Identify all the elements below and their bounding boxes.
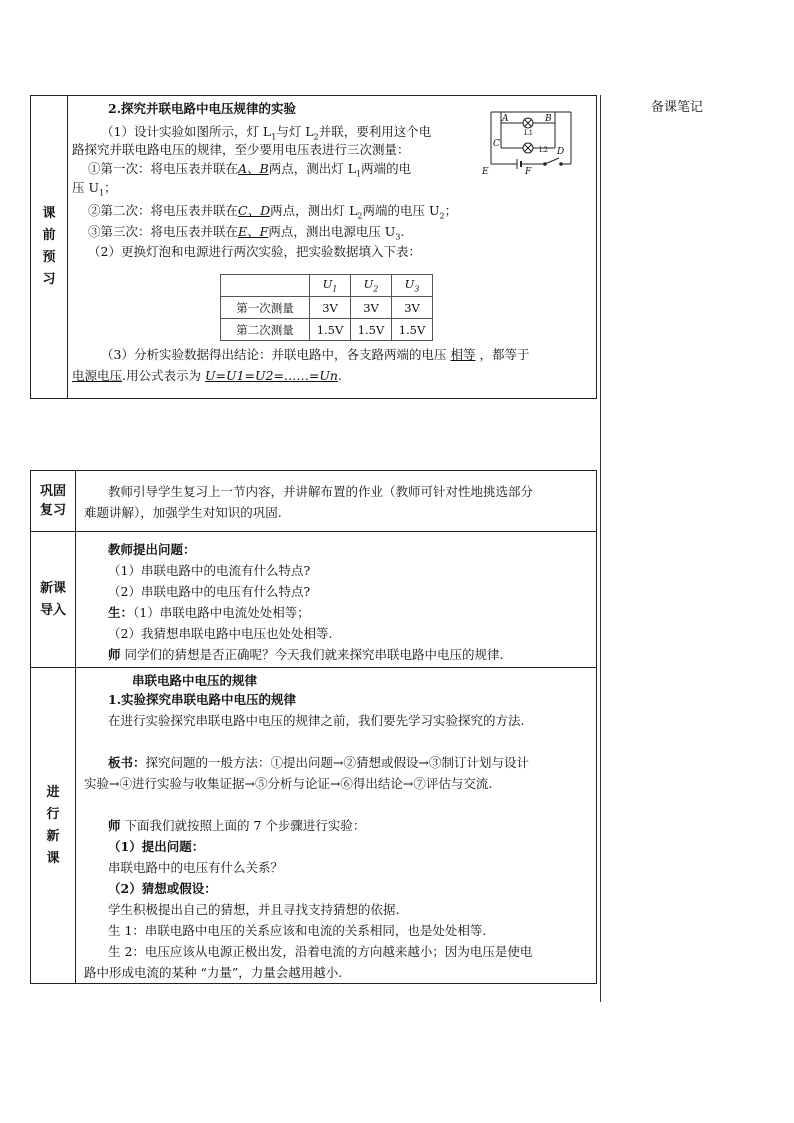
preview-step1a: ①第一次：将电压表并联在A、B两点，测出灯 $L_1$两端的电 xyxy=(88,161,412,179)
measurement-table xyxy=(220,274,433,341)
preview-p3a: （3）分析实验数据得出结论：并联电路中，各支路两端的电压 相等 ，都等于 xyxy=(101,347,530,362)
table-row: 第一次测量 3V 3V 3V xyxy=(221,297,433,319)
intro-q2: （2）串联电路中的电压有什么特点? xyxy=(108,584,311,599)
preview-label: 课 前 预 习 xyxy=(31,96,68,398)
review-line2: 难题讲解），加强学生对知识的巩固. xyxy=(84,505,282,520)
circuit-label-l2: L2 xyxy=(539,146,549,154)
intro-q1: （1）串联电路中的电流有什么特点? xyxy=(108,563,311,578)
newlesson-row xyxy=(31,668,596,983)
lesson-table xyxy=(30,470,597,984)
circuit-label-b: B xyxy=(545,114,552,124)
circuit-label-e: E xyxy=(482,167,489,176)
header-u1: $U_1$ xyxy=(310,275,351,297)
preview-p3b: 电源电压.用公式表示为 U=U1=U2=……=Un. xyxy=(72,368,342,383)
header-u3: $U_3$ xyxy=(392,275,433,297)
preview-p1a: （1）设计实验如图所示，灯 $L_1$与灯 $L_2$并联，要利用这个电 xyxy=(101,124,432,142)
newlesson-heading: 串联电路中电压的规律 xyxy=(132,673,258,688)
circuit-label-d: D xyxy=(557,147,565,157)
newlesson-text1: 在进行实验探究串联电路中电压的规律之前，我们要先学习实验探究的方法. xyxy=(108,713,525,728)
intro-student-answer: 生：（1）串联电路中电流处处相等； xyxy=(108,605,310,620)
preview-p1b: 路探究并联电路电压的规律，至少要用电压表进行三次测量： xyxy=(72,142,410,157)
preview-title: 2.探究并联电路中电压规律的实验 xyxy=(108,101,297,116)
circuit-label-l1: L1 xyxy=(524,129,534,137)
circuit-label-c: C xyxy=(493,139,500,149)
newlesson-student1: 生 1：串联电路中电压的关系应该和电流的关系相同，也是处处相等. xyxy=(108,923,487,938)
review-line1: 教师引导学生复习上一节内容，并讲解布置的作业（教师可针对性地挑选部分 xyxy=(108,484,534,499)
newlesson-board: 板书：探究问题的一般方法：①提出问题→②猜想或假设→③制订计划与设计 xyxy=(108,755,529,770)
preview-step2: ②第二次：将电压表并联在C、D两点，测出灯 $L_2$两端的电压 $U_2$； xyxy=(88,203,458,221)
newlesson-step1: （1）提出问题： xyxy=(108,839,205,854)
preview-p2: （2）更换灯泡和电源进行两次实验，把实验数据填入下表： xyxy=(88,244,421,259)
table-header-row xyxy=(221,275,433,297)
intro-teacher-line: 师 同学们的猜想是否正确呢？今天我们就来探究串联电路中电压的规律. xyxy=(108,647,504,662)
intro-answer2: （2）我猜想串联电路中电压也处处相等. xyxy=(108,626,333,641)
header-u2: $U_2$ xyxy=(351,275,392,297)
preview-step1b: 压 $U_1$； xyxy=(72,180,117,198)
newlesson-board-cont: 实验→④进行实验与收集证据→⑤分析与论证→⑥得出结论→⑦评估与交流. xyxy=(84,776,493,791)
review-row xyxy=(31,471,596,532)
newlesson-student2-cont: 路中形成电流的某种 “力量”，力量会越用越小. xyxy=(84,965,343,980)
newlesson-text8: 学生积极提出自己的猜想，并且寻找支持猜想的依据. xyxy=(108,902,400,917)
margin-divider xyxy=(600,95,601,1002)
circuit-diagram xyxy=(479,108,583,176)
preview-content xyxy=(68,96,596,398)
preview-section xyxy=(30,95,597,399)
table-row: 第二次测量 1.5V 1.5V 1.5V xyxy=(221,319,433,341)
review-label: 巩固 复习 xyxy=(31,471,76,531)
newlesson-label: 进 行 新 课 xyxy=(31,668,76,983)
newlesson-question: 串联电路中的电压有什么关系？ xyxy=(108,860,284,875)
newlesson-student2: 生 2：电压应该从电源正极出发，沿着电流的方向越来越小；因为电压是使电 xyxy=(108,944,533,959)
preview-step3: ③第三次：将电压表并联在E、F两点，测出电源电压 $U_3$. xyxy=(88,224,405,242)
intro-teacher-question: 教师提出问题： xyxy=(108,542,196,557)
side-note-label: 备课笔记 xyxy=(651,100,704,115)
newlesson-teacher: 师 下面我们就按照上面的 7 个步骤进行实验： xyxy=(108,818,366,833)
intro-row xyxy=(31,532,596,668)
circuit-label-f: F xyxy=(525,167,532,176)
intro-label: 新课 导入 xyxy=(31,532,76,667)
newlesson-step2: （2）猜想或假设： xyxy=(108,881,217,896)
newlesson-subheading: 1.实验探究串联电路中电压的规律 xyxy=(108,692,297,707)
circuit-label-a: A xyxy=(502,114,509,124)
